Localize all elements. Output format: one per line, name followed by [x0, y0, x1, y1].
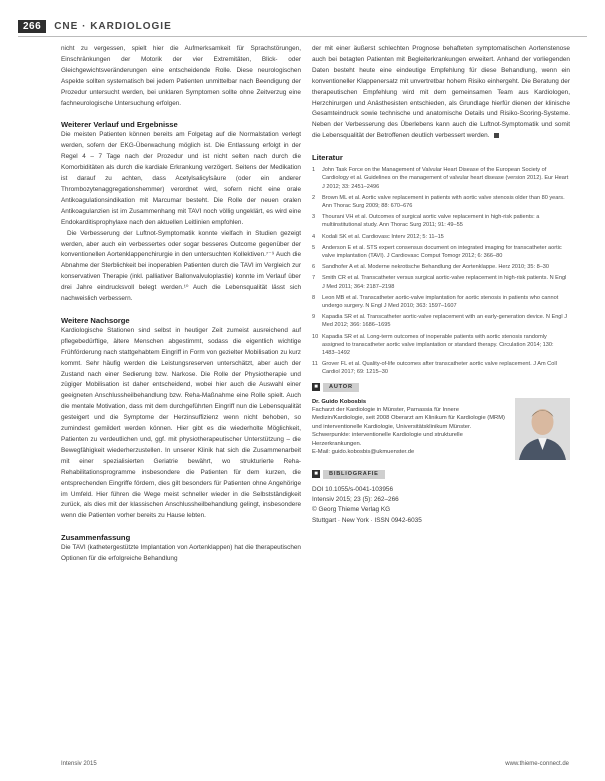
reference-number: 5	[312, 244, 316, 251]
biblio-line[interactable]: DOI 10.1055/s-0041-103956	[312, 485, 394, 493]
literature-heading: Literatur	[312, 153, 343, 163]
reference-number: 11	[312, 361, 318, 368]
body-paragraph: Die meisten Patienten können bereits am Folgetag auf die Normalstation verlegt werden, sofern der EKG-Überwachung möglich ist. Die Entlassung erfolgt in der Regel 4 – 7 Tage nach der Prozedur und ist nicht selten nach durch die Komorbiditäten als durch die kardiale Erkrankung verzögert. Seitens der Medikation ist darauf zu achten, dass Acetylsalicylsäure (oder ein anderer Thrombozytenaggregationshemmer) verordnet wird, sofern nicht eine orale Antikoagulationsindikation mit Marcumar besteht. Die Rolle der neuen oralen Antikoagulanzien ist im Zusammenhang mit TAVI noch völlig ungeklärt, es wird eine Endokarditisprophylaxe nach den aktuellen Leitlinien empfohlen.	[61, 131, 301, 226]
author-info	[312, 398, 570, 460]
body-paragraph: Kardiologische Stationen sind selbst in heutiger Zeit zumeist ausreichend auf pflegebedürftige, ältere Menschen abgestimmt, sodass die eigentlich wichtige Frühförderung nach stattgehabtem Eingriff in Form von gezielter Mobilisation zu kurz kommt. Sehr häufig werden die Leistungsreserven unterschätzt, aber auch der Zustand nach einer Sedierung bzw. Narkose. Die Rolle der Physiotherapie und zügiger Mobilisation ist daher entscheidend, wobei hier auch die Auswahl einer geeigneten Anschlussheilbehandlung bzw. Reha-Maßnahme eine Rolle spielt. Auch die mentale Motivation, dass mit dem durchgeführten Eingriff nun die Lebensqualität gesteigert und die Symptome der Herzinsuffizienz wenn nicht behoben, so zumindest gemildert werden können. Hier gibt es die wiederholte Möglichkeit, Patienten zu verdeutlichen und, ggf. mit physiotherapeutischer Unterstützung – die Bewegfähigkeit wiederherzustellen. In unserer Klinik hat sich die Zusammenarbeit mit einer spezialisierten Geriatrie bewährt, wo strukturierte Reha-Rehabilitationsprogramme insbesondere die Patienten für dem kurzen, die entsprechenden Eingriffe fördern, dies gilt besonders für Patienten ohne Angehörige im Umfeld. Hier führen die Wege meist schneller wieder in die Selbstständigkeit zurück, als dies mit der klassischen Anschlussheilbehandlung gelingt, insbesondere wenn die Patienten vorher bereits zu Hause lebten.	[61, 326, 301, 520]
biblio-line: © Georg Thieme Verlag KG	[312, 506, 391, 514]
body-paragraph: Die Verbesserung der Luftnot-Symptomatik konnte vielfach in Studien gezeigt werden, aber auch ein verbessertes oder sogar besseres Outcome gegenüber der konventionellen Aortenklappenchirurgie in den untersuchten Kollektiven.⁷⁻⁹ Auch die Abnahme der Sterblichkeit bei inoperablen Patienten durch die TAVI im Vergleich zur konservativen Therapie (inkl. palliativer Ballonvalvuloplastie) konnte im Verlauf über drei Jahre eindrucksvoll belegt werden.¹⁰ Auch die Lebensqualität lässt sich nachweislich verbessern.	[61, 229, 301, 303]
reference-text: Smith CR et al. Transcatheter versus surgical aortic-valve replacement in high-risk patients. N Engl J Med 2011; 364: 2187–2198	[322, 275, 567, 290]
reference-number: 7	[312, 275, 316, 282]
running-header	[18, 17, 172, 35]
author-name: Dr. Guido Kobosbis	[312, 398, 367, 405]
reference-number: 2	[312, 194, 316, 201]
page-number: 266	[18, 20, 46, 33]
right-column	[312, 44, 570, 526]
reference-text: Sandhofer A et al. Moderne nekrotische Behandlung der Aortenklappe. Herz 2010; 35: 8–30	[322, 264, 550, 271]
biblio-box	[312, 470, 570, 527]
section-heading: Zusammenfassung	[61, 533, 131, 543]
biblio-box-icon: ■	[312, 470, 320, 478]
end-mark-icon	[494, 133, 499, 138]
reference-text: Brown ML et al. Aortic valve replacement in patients with aortic valve stenosis older than 80 years. Ann Thorac Surg 2009; 88: 670–676	[322, 194, 565, 209]
left-column	[61, 44, 301, 565]
reference-text: Anderson E et al. STS expert consensus document on integrated imaging for transcatheter aortic valve implantation (TAVI). J Cardiovasc Comput Tomogr 2012; 6: 366–80	[322, 244, 562, 259]
biblio-box-header	[312, 470, 570, 479]
section-heading: Weitere Nachsorge	[61, 315, 130, 325]
reference-item	[312, 360, 570, 376]
author-box-icon: ■	[312, 383, 320, 391]
author-box-header	[312, 383, 570, 392]
reference-text: Kapadia SR et al. Transcatheter aortic-valve replacement with an early-generation device. N Engl J Med 2012; 366: 1686–1695	[322, 314, 568, 329]
reference-item	[312, 274, 570, 290]
reference-list	[312, 166, 570, 376]
reference-item	[312, 233, 570, 241]
author-portrait-icon	[515, 398, 570, 460]
reference-number: 8	[312, 294, 316, 301]
reference-item	[312, 194, 570, 210]
reference-item	[312, 294, 570, 310]
section-heading: Weiterer Verlauf und Ergebnisse	[61, 120, 178, 130]
body-text: der mit einer äußerst schlechten Prognose behafteten symptomatischen Aortenstenose auch bei betagten Patienten mit Begleiterkrankungen erweitert. Anhand der vorliegenden Daten besteht heute eine eindeutige Empfehlung für diese Behandlung, wenn ein konventioneller Klappenersatz mit unvertretbar hohem Risiko einhergeht. Die Beratung der therapeutischen Empfehlung wird mit dem gemeinsamen Team aus Kardiologen, Herzchirurgen und Anästhesisten entschieden, als Grundlage hierfür dienen der klinische Gesamteindruck sowie technische und anatomische Details und Risiko-Scoring-Systeme. Neben der Verbesserung des Überlebens kann auch die Luftnot-Symptomatik und somit die Lebensqualität der Betroffenen deutlich verbessert werden.	[312, 45, 570, 140]
reference-item	[312, 263, 570, 271]
footer-url[interactable]: www.thieme-connect.de	[505, 761, 569, 767]
section-title: CNE · KARDIOLOGIE	[54, 20, 172, 32]
footer-journal: Intensiv 2015	[61, 761, 97, 767]
reference-number: 3	[312, 214, 316, 221]
body-paragraph: Die TAVI (kathetergestützte Implantation von Aortenklappen) hat die therapeutischen Optionen für die erfolgreiche Behandlung	[61, 544, 301, 563]
header-rule	[18, 36, 587, 37]
reference-item	[312, 244, 570, 260]
reference-text: Leon MB et al. Transcatheter aortic-valve implantation for aortic stenosis in patients who cannot undergo surgery. N Engl J Med 2010; 363: 1597–1607	[322, 294, 559, 309]
author-photo	[515, 398, 570, 460]
reference-item	[312, 333, 570, 358]
reference-number: 10	[312, 333, 319, 340]
reference-text: Kapadia SR et al. Long-term outcomes of inoperable patients with aortic stenosis randomly assigned to transcatheter aortic valve implantation or standard therapy. Circulation 2014; 130: 1483–1492	[322, 333, 554, 357]
reference-item	[312, 213, 570, 229]
reference-text: John Task Force on the Management of Valvular Heart Disease of the European Society of Cardiology et al. Guidelines on the management of valvular heart disease (version 2012). Eur Heart J 2012; 33: 2451–2496	[322, 167, 569, 190]
reference-text: Thourani VH et al. Outcomes of surgical aortic valve replacement in high-risk patients: a multiinstitutional study. Ann Thorac Surg 2011; 91: 49–55	[322, 214, 540, 229]
biblio-line: Stuttgart · New York · ISSN 0942-6035	[312, 516, 422, 524]
reference-item	[312, 166, 570, 191]
reference-number: 6	[312, 264, 316, 271]
biblio-line: Intensiv 2015; 23 (5): 262–266	[312, 496, 399, 504]
biblio-box-label: BIBLIOGRAFIE	[323, 470, 385, 479]
author-box	[312, 383, 570, 460]
reference-number: 1	[312, 167, 316, 174]
reference-item	[312, 313, 570, 329]
author-box-label: AUTOR	[323, 383, 359, 392]
reference-text: Grover FL et al. Quality-of-life outcomes after transcatheter aortic valve replacement. J Am Coll Cardiol 2017; 69: 1215–30	[322, 361, 557, 376]
reference-text: Kodali SK et al. Cardiovasc Interv 2012; 5: 11–15	[322, 233, 444, 240]
author-text	[312, 398, 507, 460]
reference-number: 4	[312, 233, 316, 240]
reference-number: 9	[312, 314, 316, 321]
body-paragraph	[312, 44, 570, 142]
biblio-lines	[312, 485, 570, 527]
author-description: Facharzt der Kardiologie in Münster, Parnassia für Innere Medizin/Kardiologie, seit 2008 Oberarzt am Klinikum für Kardiologie (MRM) und interventionelle Kardiologie, Universitätsklinikum Münster. Schwerpunkte: interventionelle Kardiologie und strukturelle Herzerkrankungen.	[312, 407, 505, 447]
author-email[interactable]: E-Mail: guido.kobosbis@ukmuenster.de	[312, 449, 415, 456]
intro-paragraph: nicht zu vergessen, spielt hier die Aufmerksamkeit für Sprachstörungen, Einschränkungen der Motorik der vier Extremitäten, Blick- oder Gleichgewichtsveränderungen eine entscheidende Rolle. Diese neurologischen Aspekte sollten systematisch bei jedem Patienten unmittelbar nach Beendigung der Prozedur untersucht werden, bei unklaren Symptomen sollte ohne Zeitverzug eine fachneurologische Untersuchung erfolgen.	[61, 45, 301, 107]
